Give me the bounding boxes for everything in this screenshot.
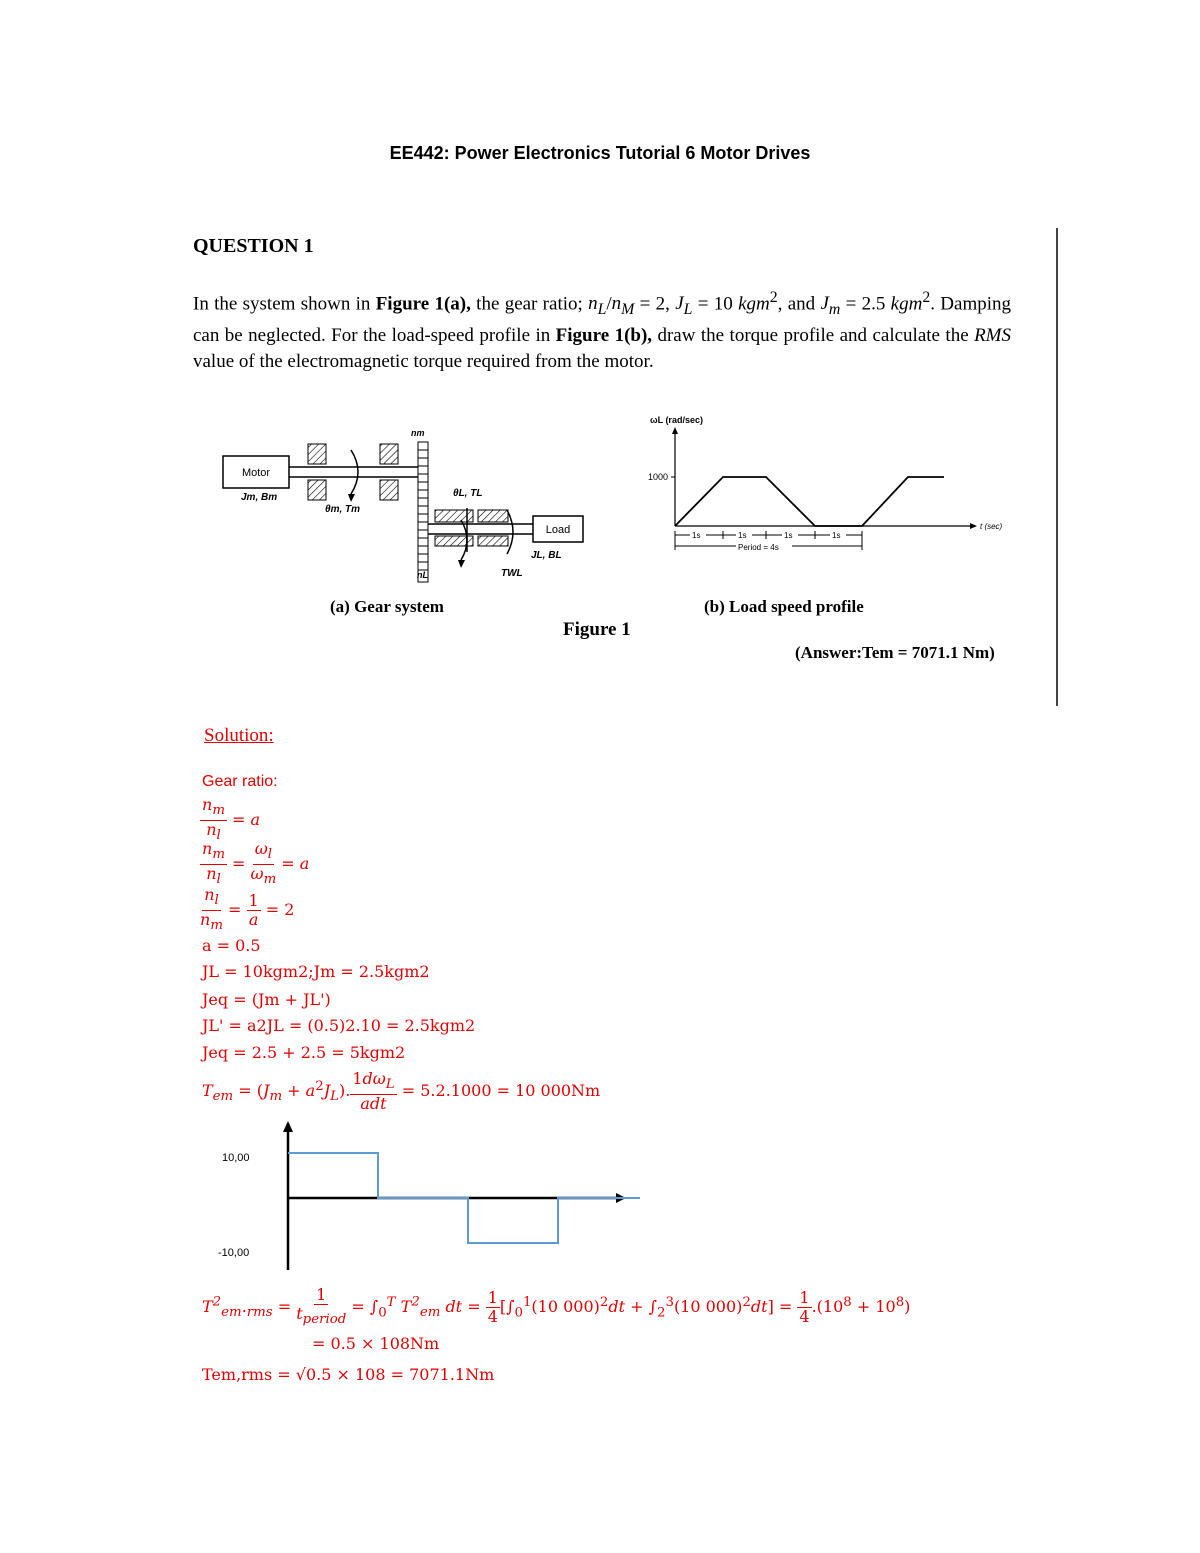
margin-rule [1056, 228, 1058, 706]
eq-rms-result: = 0.5 × 108Nm [312, 1334, 440, 1353]
eq-a-value: a = 0.5 [202, 936, 261, 955]
period-label: Period = 4s [738, 543, 779, 552]
speed-x-label: t (sec) [980, 522, 1003, 531]
caption-a: (a) Gear system [330, 597, 444, 616]
torque-y-top-label: 10,00 [222, 1152, 250, 1164]
eq-jeq-value: Jeq = 2.5 + 2.5 = 5kgm2 [202, 1043, 406, 1062]
eq-rms: $T^2_{em}._{rms}$ = $\frac{1}{t_{period}}$ = $\int_0^T$ $T^2_{em}$ dt = $\frac{1}{4}$ [$\int_0^1(10$ $000)^2dt + \int_2^3(10$ 000)$^2$dt] = $\frac{1}{4}$ $.(10^8 + 10^8)$ [202, 1285, 911, 1328]
torque-y-bottom-label: -10,00 [218, 1247, 250, 1259]
eq-tem: $T_{em} = (J_m + a^2J_L)$. $\frac{1d\omega_L}{\text{adt}}$ = 5.2.1000 = 10 000Nm [202, 1069, 601, 1114]
load-label: Load [545, 524, 571, 536]
seg-label-2: 1s [738, 531, 747, 540]
eq-jeq: Jeq = (Jm + JL') [202, 990, 331, 1009]
question-body: In the system shown in Figure 1(a), the gear ratio; $n_L/n_M = 2$, $J_L = 10$ kgm$^2$, and $J_m = 2.5$ kgm$^2$. Damping can be neglected. For the load-speed profile in Figure 1(b), draw the torque profile and calculate the RMS value of the electromagnetic torque required from the motor. [193, 289, 1012, 373]
eq-ratio-1: $\frac{n_m}{n_l}$ = a [202, 795, 261, 844]
caption-b: (b) Load speed profile [704, 597, 864, 616]
eq-inertias: JL = 10kgm2;Jm = 2.5kgm2 [202, 962, 430, 981]
motor-label: Motor [241, 467, 271, 479]
motor-params: Jm, Bm [241, 492, 278, 503]
theta-m-label: θm, Tm [325, 504, 361, 515]
solution-heading: Solution: [204, 725, 274, 746]
nL-label: nL [417, 570, 428, 580]
seg-label-1: 1s [692, 531, 701, 540]
torque-profile-chart [210, 1118, 640, 1278]
speed-y-label: ωL (rad/sec) [650, 415, 703, 425]
seg-label-4: 1s [832, 531, 841, 540]
eq-ratio-2: $\frac{n_m}{n_l}$ = $\frac{\omega_l}{\omega_m}$ = a [202, 839, 310, 888]
figure-title: Figure 1 [563, 619, 631, 640]
TWL-label: TWL [501, 568, 523, 579]
gear-ratio-label: Gear ratio: [202, 773, 278, 790]
eq-tem-result: = 5.2.1000 = 10 000Nm [401, 1081, 601, 1101]
nm-label: nm [411, 428, 425, 438]
theta-L-label: θL, TL [453, 488, 483, 499]
speed-y-tick: 1000 [648, 472, 669, 482]
seg-label-3: 1s [784, 531, 793, 540]
speed-profile-diagram [640, 410, 1020, 570]
eq-ratio-3: $\frac{n_l}{n_m}$ = $\frac{1}{a}$ = 2 [200, 885, 295, 934]
load-params: JL, BL [531, 550, 562, 561]
question-heading: QUESTION 1 [193, 235, 314, 257]
gear-system-diagram [215, 420, 595, 590]
answer: (Answer:Tem = 7071.1 Nm) [795, 643, 995, 662]
page-header: EE442: Power Electronics Tutorial 6 Motor Drives [389, 143, 811, 163]
eq-final: Tem,rms = √0.5 × 108 = 7071.1Nm [202, 1365, 495, 1384]
eq-jl-prime: JL' = a2JL = (0.5)2.10 = 2.5kgm2 [202, 1016, 476, 1035]
